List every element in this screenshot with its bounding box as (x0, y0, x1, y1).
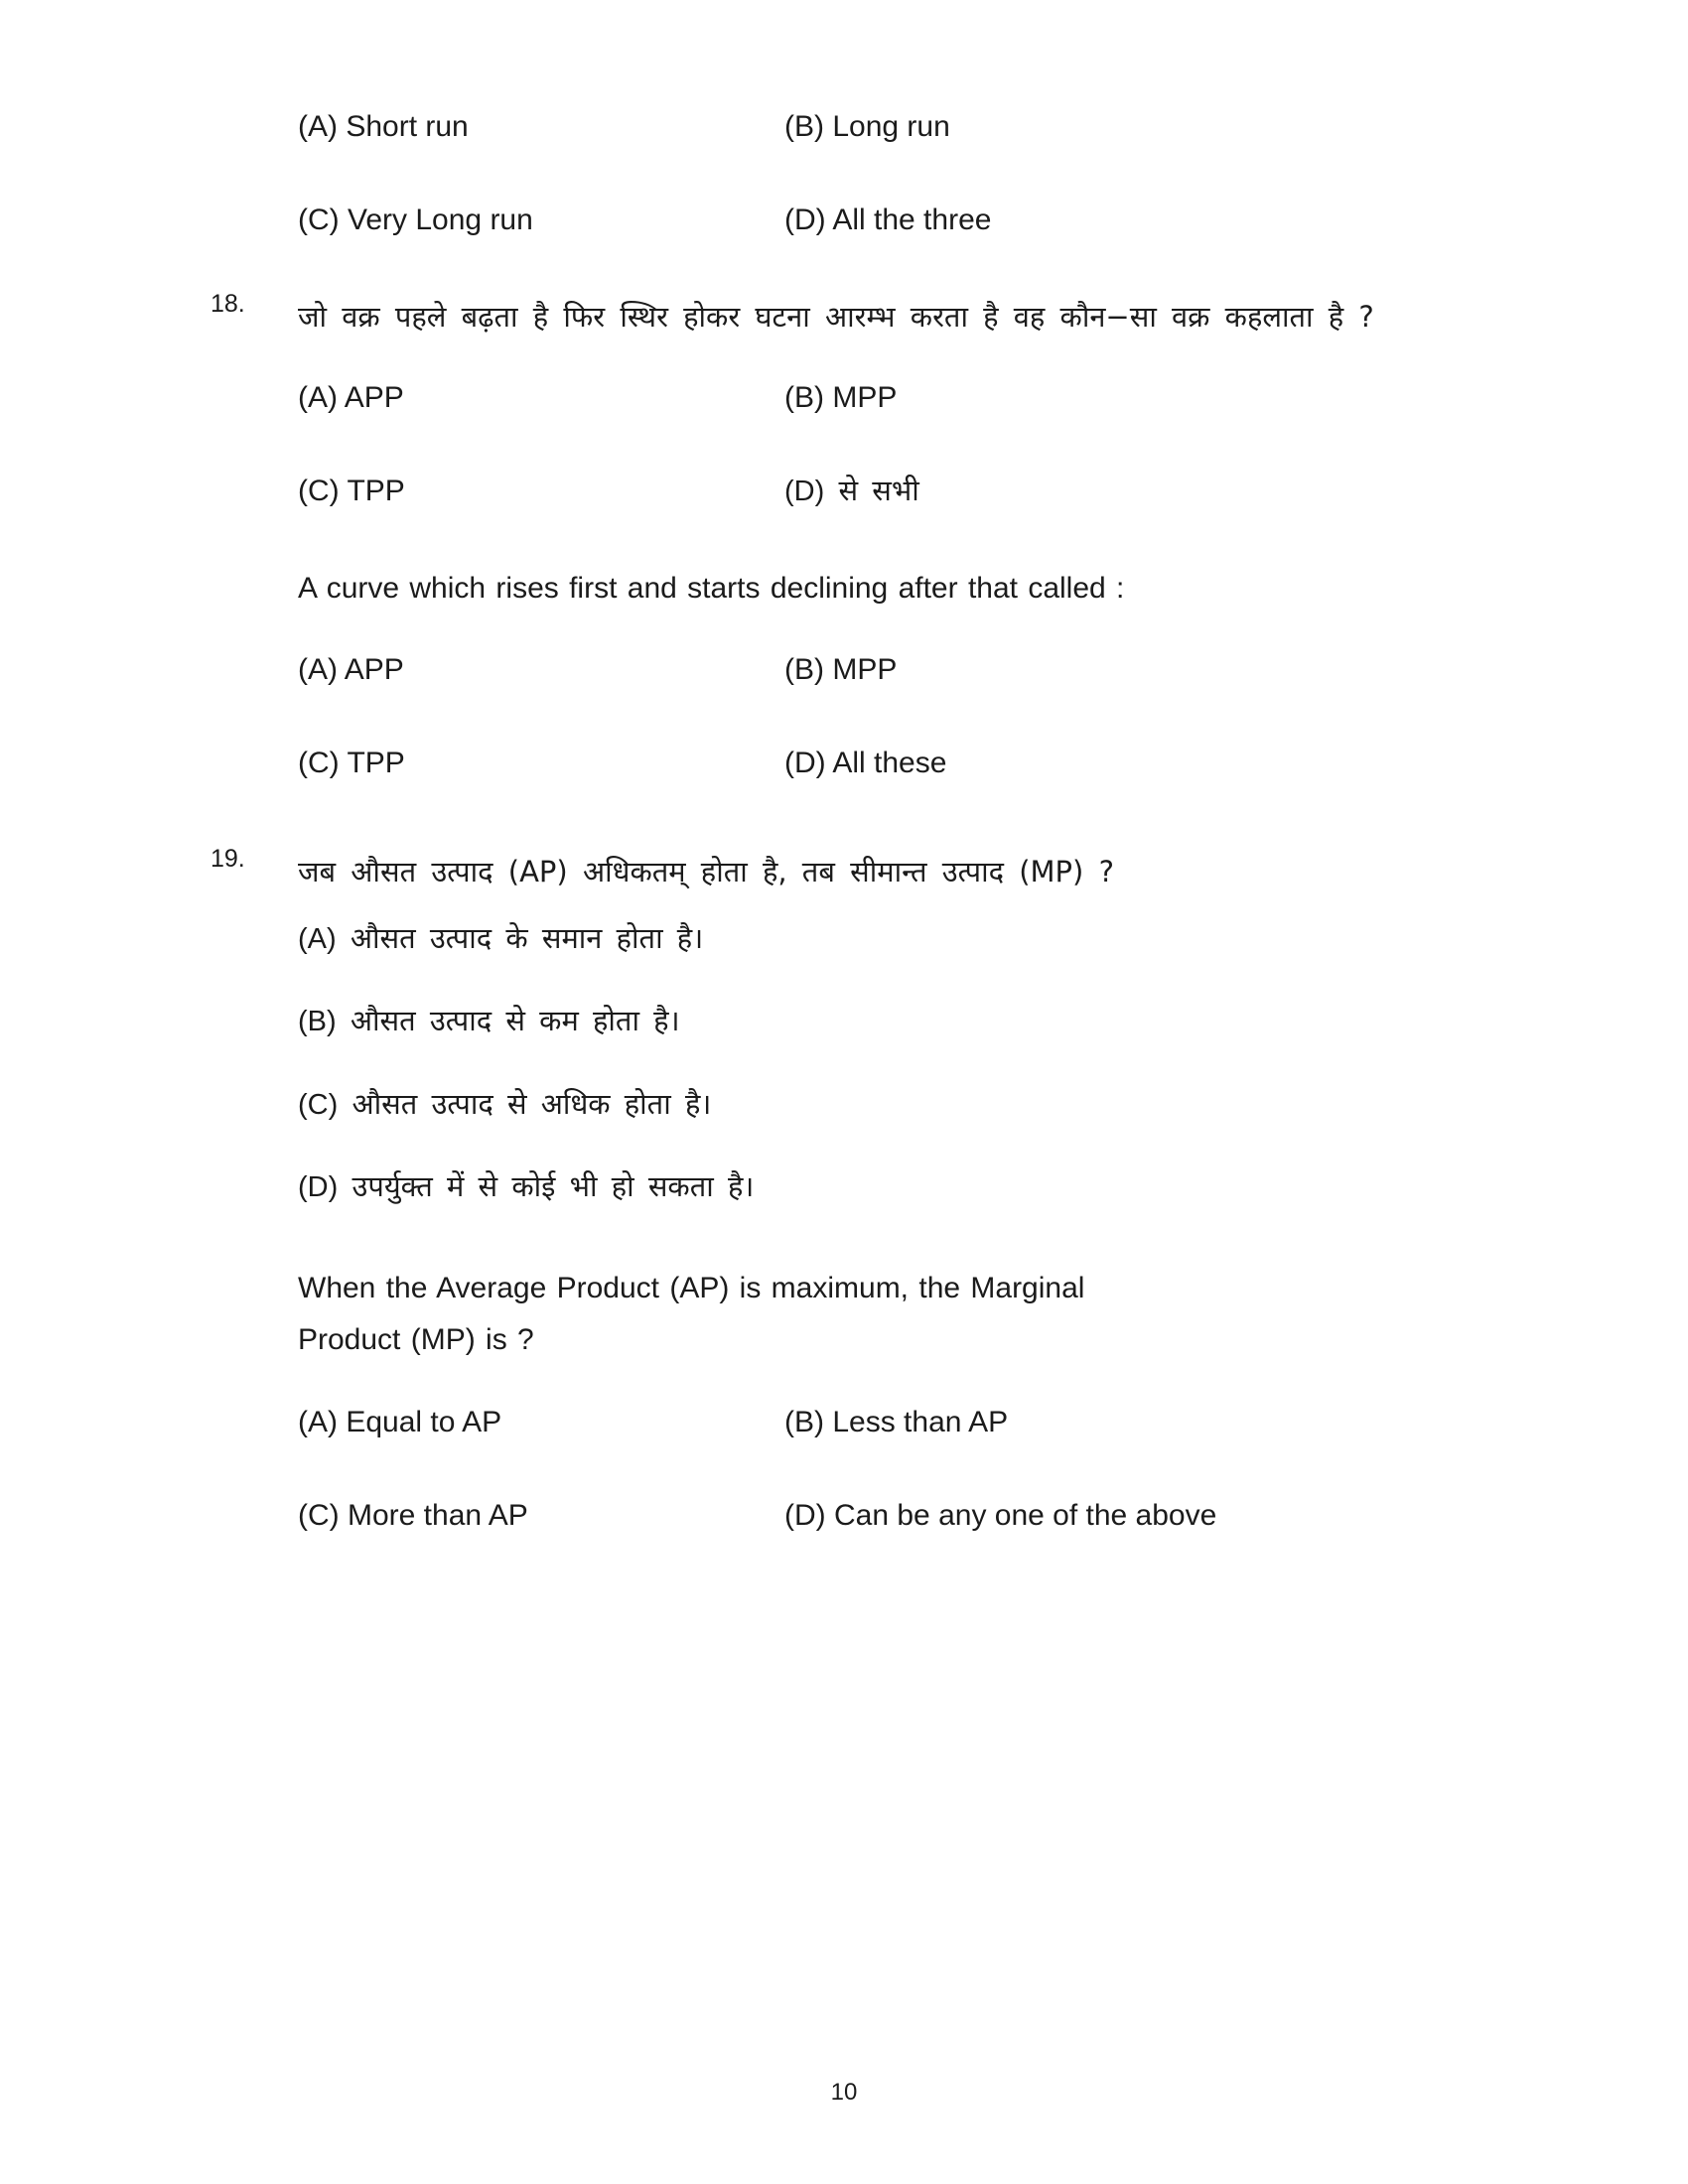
option-d-en (784, 726, 1539, 801)
option-a (298, 360, 784, 436)
option-label: (B) (298, 1006, 337, 1038)
option-row (298, 183, 1539, 258)
question-stem-english-line2: Product (MP) is ? (298, 1323, 534, 1357)
option-c (298, 454, 784, 529)
option-text: MPP (832, 380, 898, 414)
option-row (298, 1478, 1539, 1554)
option-label: (D) (784, 204, 826, 236)
option-label: (C) (298, 1088, 339, 1121)
option-row (298, 1385, 1539, 1460)
option-text: TPP (347, 474, 405, 507)
option-label: (A) (298, 380, 338, 414)
question-carryover (298, 89, 1539, 258)
option-label: (C) (298, 747, 340, 780)
option-text: More than AP (348, 1498, 528, 1532)
question-stem-hindi: जो वक्र पहले बढ़ता है फिर स्थिर होकर घटना आरम्भ करता है वह कौन−सा वक्र कहलाता है ? (298, 300, 1374, 334)
option-text: Can be any one of the above (834, 1498, 1217, 1532)
option-label: (A) (298, 923, 337, 955)
option-c-en (298, 1478, 784, 1554)
option-row (298, 726, 1539, 801)
option-text: Long run (832, 110, 950, 143)
option-text: TPP (347, 747, 405, 780)
question-number: 18. (211, 290, 245, 318)
option-label: (D) (298, 1171, 339, 1204)
option-label: (B) (784, 110, 824, 143)
option-b (784, 89, 1539, 165)
option-d-hindi (298, 1146, 1539, 1228)
question-stem-english-line1: When the Average Product (AP) is maximum, the Marginal (298, 1271, 1085, 1304)
option-a-hindi (298, 897, 1539, 980)
option-b-en (784, 632, 1539, 708)
option-label: (C) (298, 204, 340, 236)
option-c-hindi (298, 1063, 1539, 1146)
option-b-hindi (298, 980, 1539, 1062)
option-text: औसत उत्पाद के समान होता है। (350, 921, 704, 955)
question-stem-english: A curve which rises first and starts declining after that called : (298, 571, 1125, 605)
option-d (784, 183, 1539, 258)
option-label: (C) (298, 1498, 340, 1532)
question-18 (211, 290, 1539, 801)
option-label: (D) (784, 475, 825, 507)
question-number: 19. (211, 845, 245, 874)
option-row (298, 89, 1539, 165)
option-a-en (298, 1385, 784, 1460)
option-row (298, 454, 1539, 529)
question-stem-hindi: जब औसत उत्पाद (AP) अधिकतम् होता है, तब सीमान्त उत्पाद (MP) ? (298, 855, 1114, 889)
option-text: Short run (346, 110, 469, 143)
option-text: औसत उत्पाद से अधिक होता है। (352, 1086, 712, 1121)
option-text: MPP (832, 653, 898, 687)
page-number: 10 (830, 2079, 858, 2106)
option-label: (B) (784, 380, 824, 414)
option-label: (A) (298, 653, 338, 687)
option-a-en (298, 632, 784, 708)
option-d-en (784, 1478, 1539, 1554)
option-label: (B) (784, 653, 824, 687)
option-label: (D) (784, 1498, 826, 1532)
option-c (298, 183, 784, 258)
option-text: All the three (832, 204, 992, 236)
option-row (298, 632, 1539, 708)
option-text: Very Long run (348, 204, 533, 236)
option-text: APP (344, 653, 404, 687)
option-d (784, 454, 1539, 528)
option-label: (A) (298, 110, 338, 143)
question-19 (211, 845, 1539, 1553)
option-text: उपर्युक्त में से कोई भी हो सकता है। (352, 1169, 755, 1204)
option-text: से सभी (838, 473, 919, 507)
option-text: All these (832, 747, 947, 780)
option-label: (A) (298, 1405, 338, 1438)
option-c-en (298, 726, 784, 801)
option-label: (B) (784, 1405, 824, 1438)
option-row (298, 360, 1539, 436)
option-text: Less than AP (832, 1405, 1009, 1438)
option-text: APP (344, 380, 404, 414)
option-b-en (784, 1385, 1539, 1460)
option-label: (D) (784, 747, 826, 780)
option-label: (C) (298, 474, 340, 507)
option-text: औसत उत्पाद से कम होता है। (350, 1004, 680, 1038)
option-b (784, 360, 1539, 436)
option-a (298, 89, 784, 165)
option-text: Equal to AP (346, 1405, 502, 1438)
